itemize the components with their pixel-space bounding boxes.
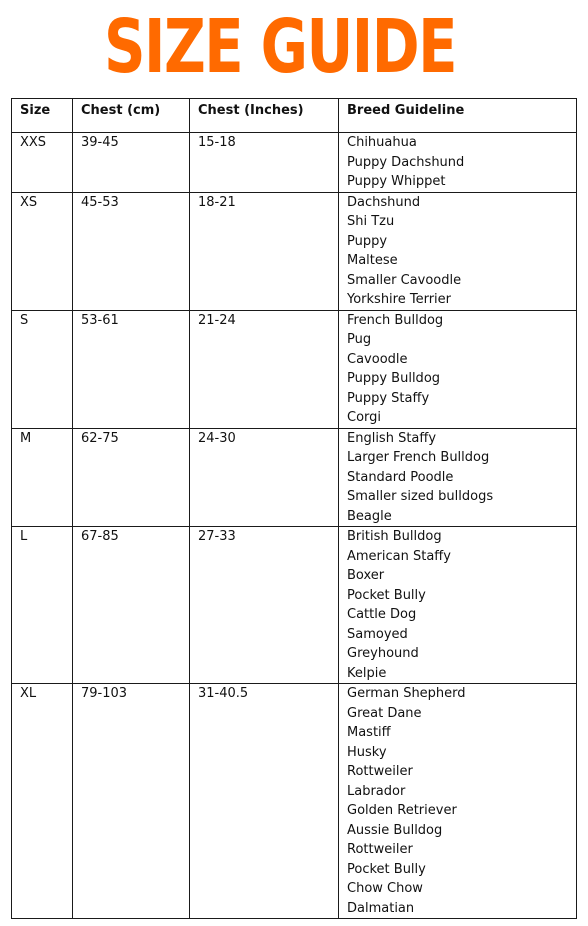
breed-name: Cattle Dog [347,607,417,622]
breed-guideline-cell [339,192,577,310]
breed-name: Rottweiler [347,842,413,857]
breed-name: English Staffy [347,430,437,446]
breed-name: Chihuahua [347,135,417,150]
breed-name: Dachshund [347,194,421,210]
breed-name: Yorkshire Terrier [347,292,451,307]
breed-name: Shi Tzu [347,214,395,229]
breed-name: Beagle [347,508,392,524]
page-title: SIZE GUIDE [104,4,456,90]
breed-name: American Staffy [347,548,451,564]
chest-inches-cell: 24-30 [190,428,339,527]
table-row [12,192,577,310]
chest-cm-cell: 67-85 [73,527,190,684]
breed-name: Cavoodle [347,351,408,367]
chest-cm-cell: 53-61 [73,310,190,428]
breed-name: Labrador [347,783,406,799]
breed-name: Puppy [347,233,388,249]
chest-inches-cell: 31-40.5 [190,684,339,919]
breed-name: Maltese [347,253,398,268]
breed-name: German Shepherd [347,686,466,701]
breed-name: Corgi [347,410,382,425]
chest-cm-cell: 45-53 [73,192,190,310]
breed-guideline-cell [339,428,577,527]
breed-name: Chow Chow [347,881,423,896]
chest-cm-cell: 39-45 [73,133,190,193]
breed-name: Puppy Dachshund [347,154,465,170]
chest-inches-cell: 21-24 [190,310,339,428]
size-guide-table [11,98,577,919]
size-cell: M [12,428,73,527]
breed-name: French Bulldog [347,312,444,328]
size-cell: S [12,310,73,428]
header-chest-inches: Chest (Inches) [190,99,339,133]
table-row [12,133,577,193]
table-row [12,428,577,527]
breed-name: Puppy Bulldog [347,371,441,386]
breed-name: Kelpie [347,665,387,681]
breed-name: Golden Retriever [347,803,457,818]
breed-name: Samoyed [347,626,408,642]
breed-name: Pocket Bully [347,861,426,877]
chest-cm-cell: 62-75 [73,428,190,527]
breed-name: Pocket Bully [347,587,426,603]
breed-name: Great Dane [347,705,422,721]
size-cell: XXS [12,133,73,193]
breed-name: Dalmatian [347,900,415,916]
breed-name: British Bulldog [347,529,442,544]
breed-guideline-cell [339,310,577,428]
table-row [12,684,577,919]
breed-name: Husky [347,744,387,760]
header-breed-guideline: Breed Guideline [339,99,577,133]
breed-name: Aussie Bulldog [347,822,443,838]
table-row [12,310,577,428]
breed-name: Smaller Cavoodle [347,272,462,288]
breed-guideline-cell [339,133,577,193]
breed-name: Mastiff [347,725,391,740]
breed-name: Standard Poodle [347,469,454,485]
breed-name: Larger French Bulldog [347,450,490,465]
size-cell: XS [12,192,73,310]
chest-inches-cell: 18-21 [190,192,339,310]
size-cell: L [12,527,73,684]
size-cell: XL [12,684,73,919]
breed-name: Puppy Staffy [347,390,430,406]
table-header-row [12,99,577,133]
header-chest-cm: Chest (cm) [73,99,190,133]
breed-name: Boxer [347,568,385,583]
breed-guideline-cell [339,527,577,684]
breed-name: Rottweiler [347,764,413,779]
table-row [12,527,577,684]
chest-inches-cell: 15-18 [190,133,339,193]
breed-name: Pug [347,332,372,347]
chest-cm-cell: 79-103 [73,684,190,919]
header-size: Size [12,99,73,133]
breed-name: Smaller sized bulldogs [347,489,494,504]
breed-guideline-cell [339,684,577,919]
chest-inches-cell: 27-33 [190,527,339,684]
breed-name: Puppy Whippet [347,174,446,189]
breed-name: Greyhound [347,646,419,661]
